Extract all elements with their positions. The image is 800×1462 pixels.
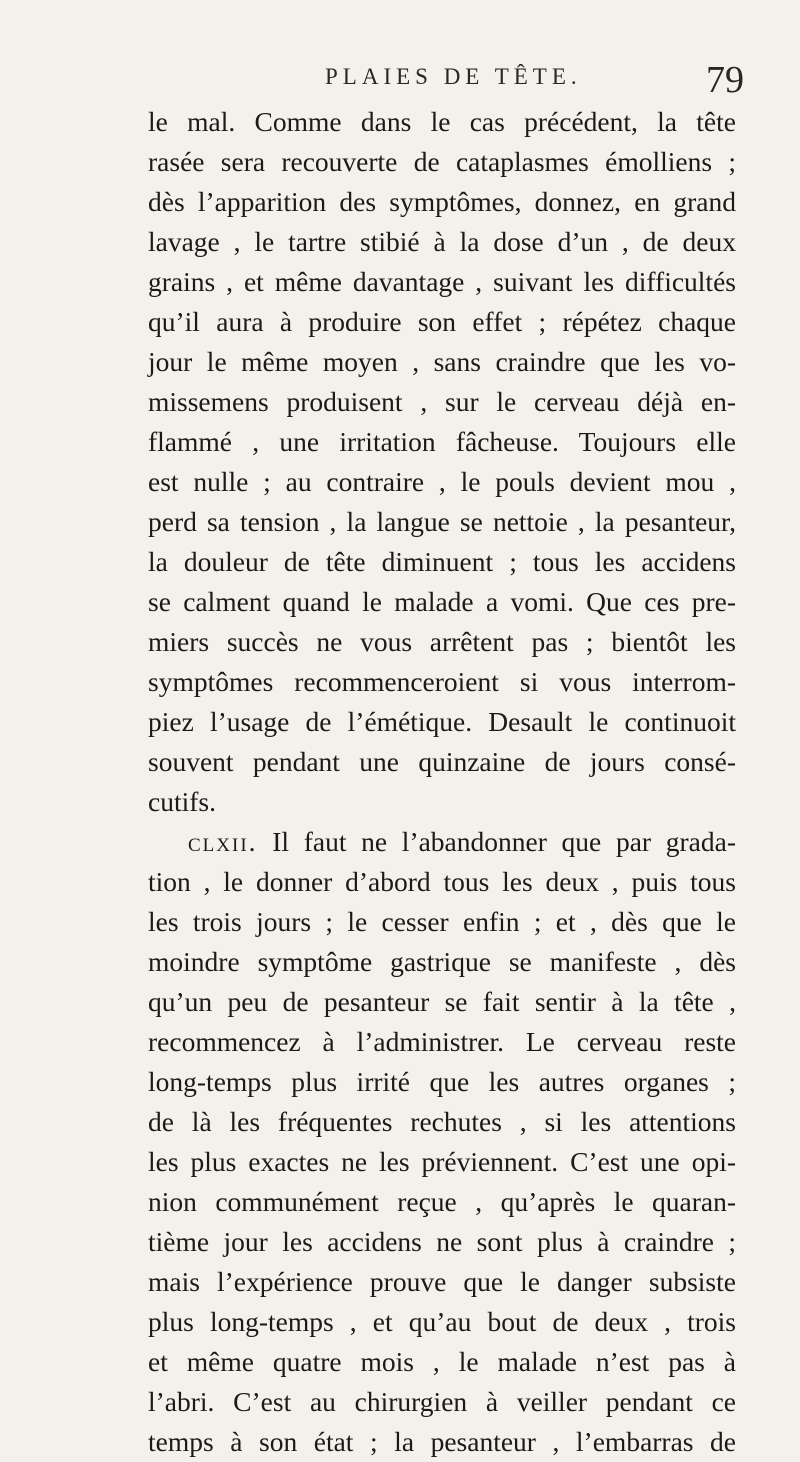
text-line: jour le même moyen , sans craindre que les vo- <box>148 346 736 377</box>
section-first-line-text: Il faut ne l’abandonner que par grada- <box>257 826 736 857</box>
text-line: et même quatre mois , le malade n’est pas à <box>148 1346 736 1377</box>
text-line: recommencez à l’administrer. Le cerveau reste <box>148 1026 736 1057</box>
text-line: la douleur de tête diminuent ; tous les accidens <box>148 546 736 577</box>
section-label: clxii. <box>188 826 258 857</box>
text-line: rasée sera recouverte de cataplasmes émolliens ; <box>148 146 736 177</box>
text-line: piez l’usage de l’émétique. Desault le continuoit <box>148 706 736 737</box>
text-line: mais l’expérience prouve que le danger subsiste <box>148 1266 736 1297</box>
text-line: moindre symptôme gastrique se manifeste , dès <box>148 946 736 977</box>
text-line: souvent pendant une quinzaine de jours consé- <box>148 746 736 777</box>
text-line: se calment quand le malade a vomi. Que ces pre- <box>148 586 736 617</box>
text-line: nion communément reçue , qu’après le quaran- <box>148 1186 736 1217</box>
text-line: missemens produisent , sur le cerveau déjà en- <box>148 386 736 417</box>
text-line: grains , et même davantage , suivant les difficultés <box>148 266 736 297</box>
text-line: perd sa tension , la langue se nettoie , la pesanteur, <box>148 506 736 537</box>
text-line: les plus exactes ne les préviennent. C’est une opi- <box>148 1146 736 1177</box>
text-line: de là les fréquentes rechutes , si les attentions <box>148 1106 736 1137</box>
text-line: flammé , une irritation fâcheuse. Toujours elle <box>148 426 736 457</box>
text-line: cutifs. <box>148 786 216 817</box>
text-line: qu’il aura à produire son effet ; répétez chaque <box>148 306 736 337</box>
section-first-line <box>188 822 736 862</box>
text-line: qu’un peu de pesanteur se fait sentir à la tête , <box>148 986 736 1017</box>
text-line: long-temps plus irrité que les autres organes ; <box>148 1066 736 1097</box>
text-line: lavage , le tartre stibié à la dose d’un , de deux <box>148 226 736 257</box>
text-line: tion , le donner d’abord tous les deux , puis tous <box>148 866 736 897</box>
text-line: les trois jours ; le cesser enfin ; et , dès que le <box>148 906 736 937</box>
text-line: le mal. Comme dans le cas précédent, la tête <box>148 106 736 137</box>
text-line: symptômes recommenceroient si vous interrom- <box>148 666 736 697</box>
page-number: 79 <box>706 59 744 101</box>
text-line: miers succès ne vous arrêtent pas ; bientôt les <box>148 626 736 657</box>
text-line: l’abri. C’est au chirurgien à veiller pendant ce <box>148 1386 736 1417</box>
text-line: plus long-temps , et qu’au bout de deux , trois <box>148 1306 736 1337</box>
text-line: temps à son état ; la pesanteur , l’embarras de <box>148 1426 736 1457</box>
text-line: tième jour les accidens ne sont plus à craindre ; <box>148 1226 736 1257</box>
running-title: PLAIES DE TÊTE. <box>325 64 582 89</box>
text-line: dès l’apparition des symptômes, donnez, en grand <box>148 186 736 217</box>
text-line: est nulle ; au contraire , le pouls devient mou , <box>148 466 736 497</box>
